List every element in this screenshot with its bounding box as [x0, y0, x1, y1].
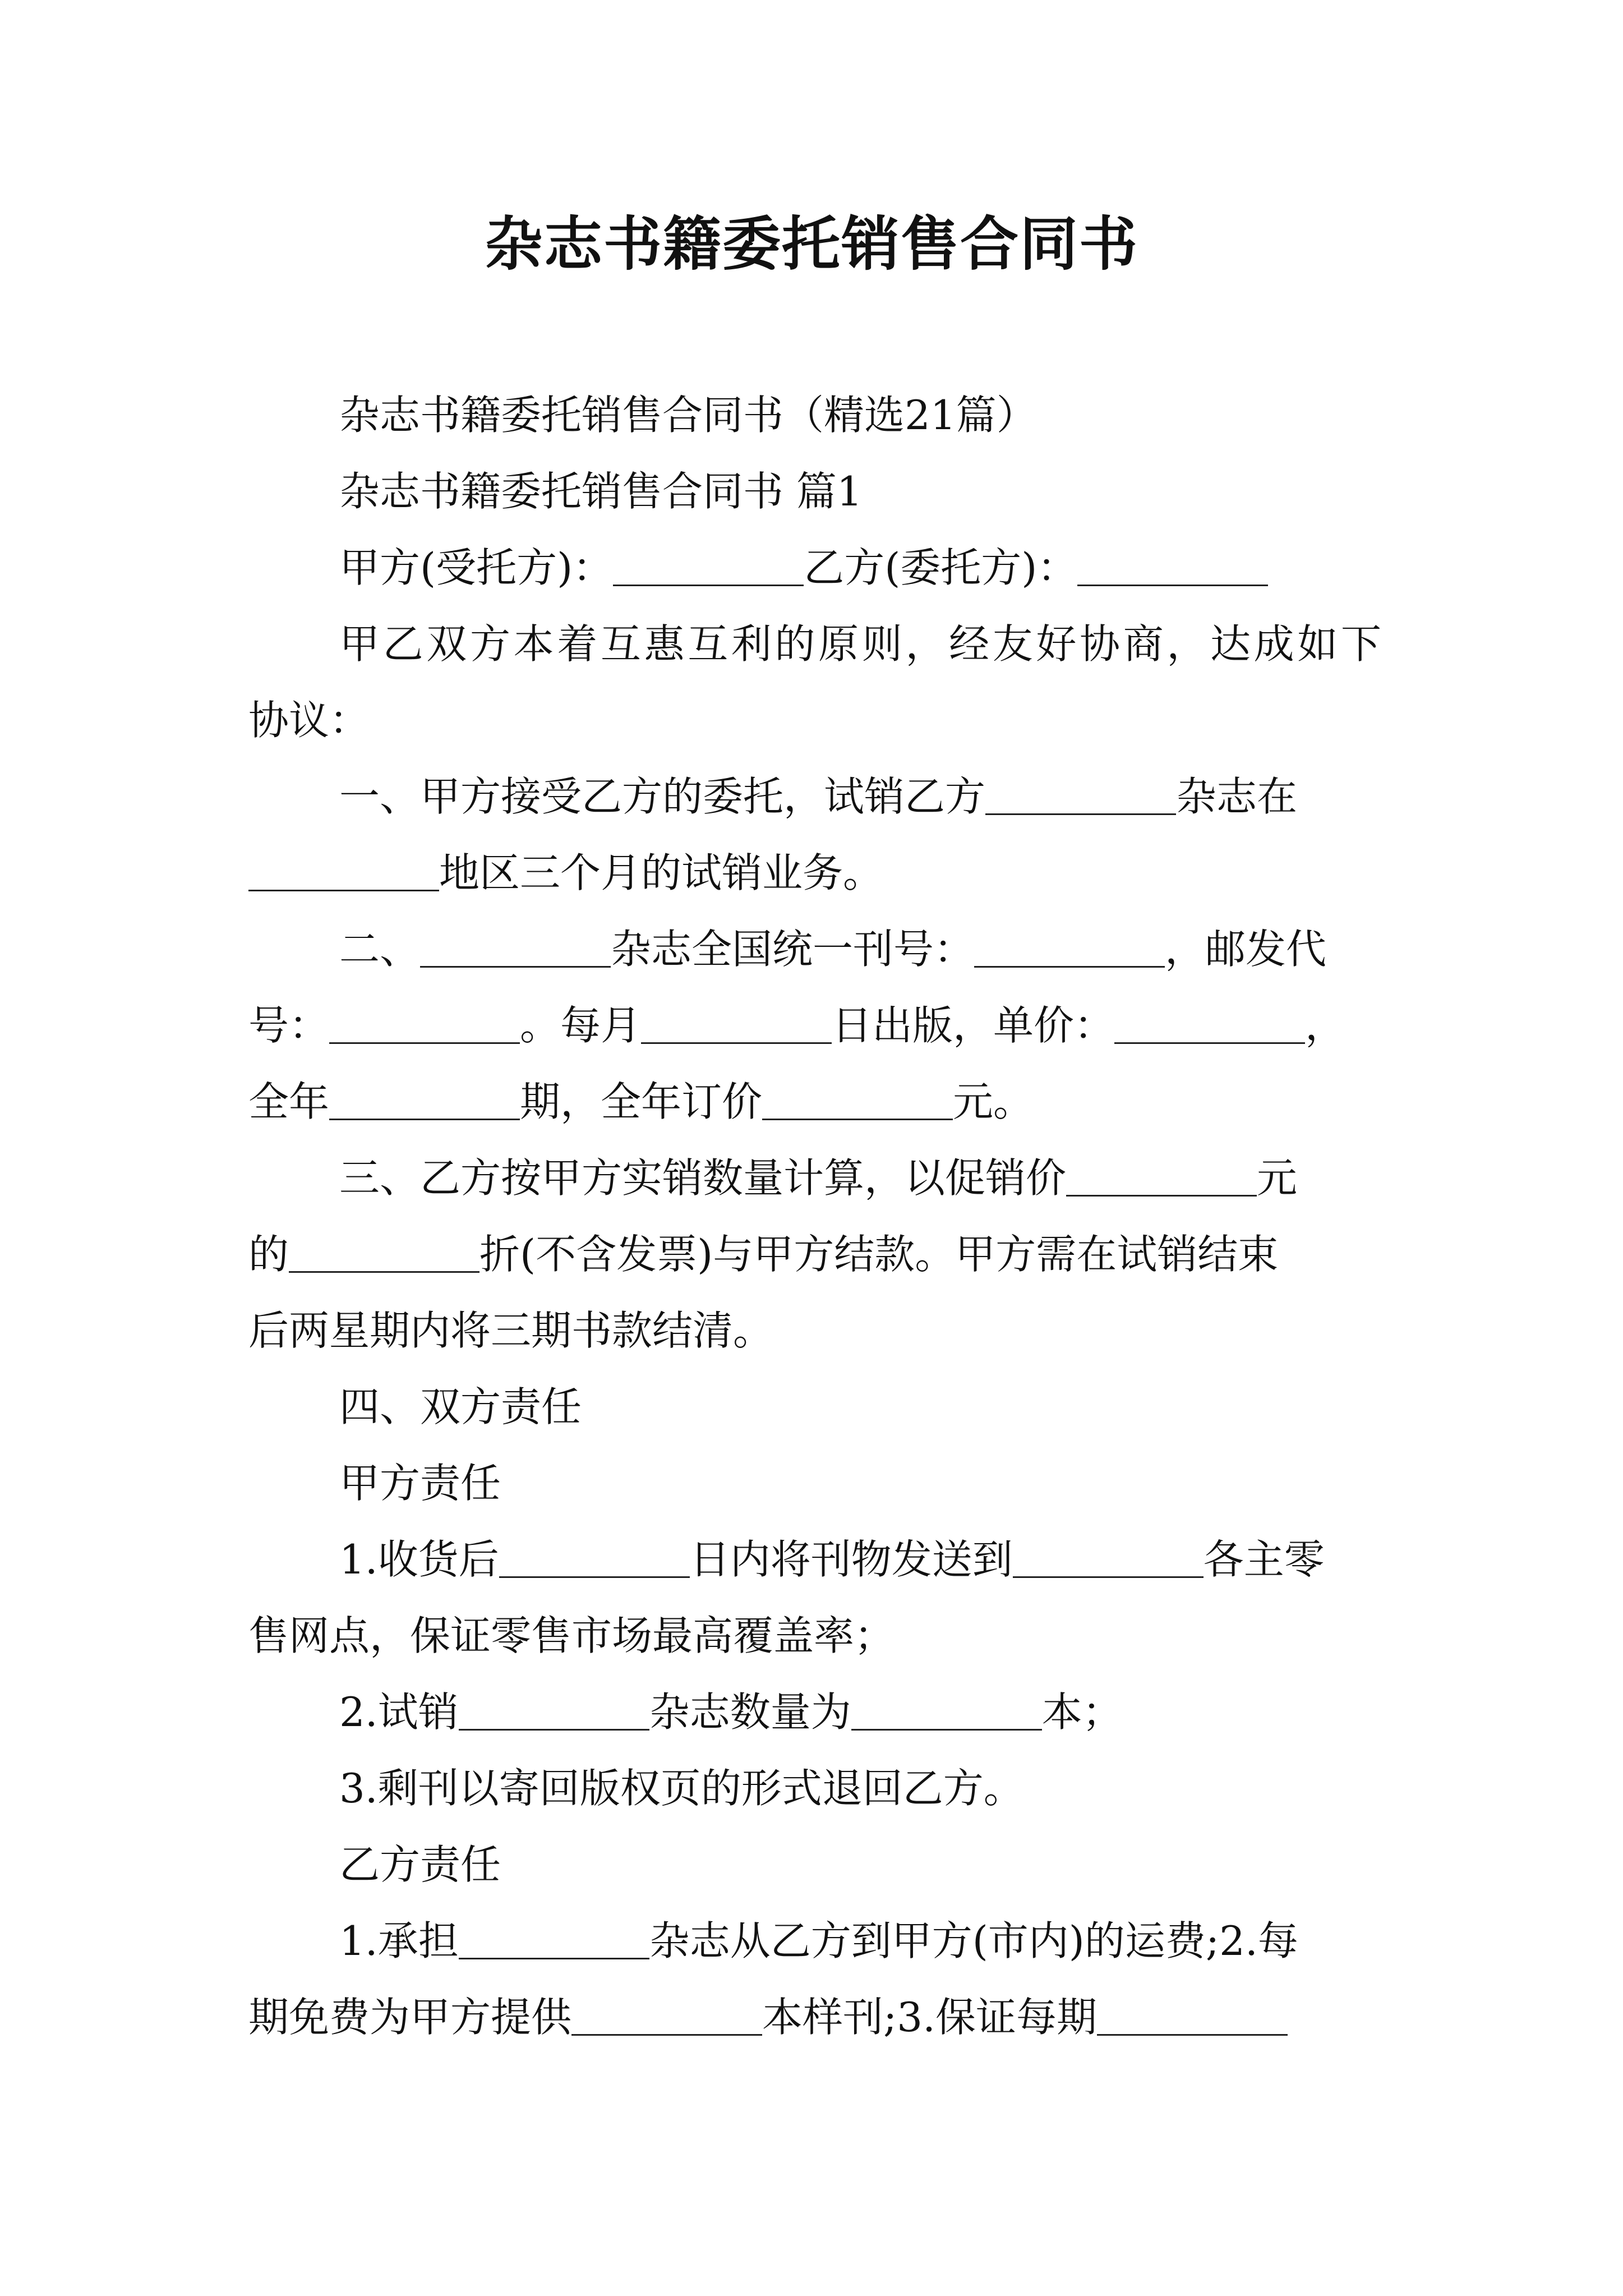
duty-text: 本样刊;3.保证每期 [762, 1994, 1097, 2041]
clause-2-line [248, 997, 1381, 1053]
magazine-name-blank [985, 774, 1176, 815]
clause-2-line [248, 1074, 1381, 1130]
freight-magazine-blank [459, 1918, 649, 1959]
days-blank [499, 1537, 690, 1578]
party-b-blank [1077, 545, 1268, 586]
party-a-label: 甲方(受托方)： [339, 544, 614, 591]
publish-day-blank [641, 1003, 832, 1044]
subtitle-line [248, 387, 1381, 443]
duty-line [248, 1913, 1381, 1969]
party-b-label: 乙方(委托方)： [804, 544, 1078, 591]
duty-text: 2.试销 [339, 1688, 459, 1736]
clause-heading-text: 四、双方责任 [339, 1383, 582, 1430]
duty-text: 日内将刊物发送到 [689, 1536, 1013, 1583]
section-heading-line [248, 463, 1381, 519]
clause-text: 号： [248, 1002, 330, 1049]
party-b-duty-heading [248, 1837, 1381, 1893]
party-a-blank [613, 545, 804, 586]
issn-blank [974, 927, 1165, 968]
heading-text: 甲方责任 [339, 1460, 501, 1507]
clause-text: 折(不含发票)与甲方结款。甲方需在试销结束 [479, 1231, 1279, 1278]
clause-3-line [248, 1303, 1381, 1359]
promo-price-blank [1066, 1156, 1257, 1197]
clause-text: 地区三个月的试销业务。 [439, 849, 884, 896]
clause-3-line [248, 1226, 1381, 1282]
issues-per-year-blank [329, 1079, 520, 1120]
duty-text: 各主零 [1203, 1536, 1325, 1583]
clause-2-line [248, 921, 1381, 977]
clause-text: ，邮发代 [1165, 926, 1327, 973]
unit-price-blank [1114, 1003, 1305, 1044]
duty-line [248, 1531, 1381, 1588]
duty-line [248, 1989, 1381, 2045]
document-title: 杂志书籍委托销售合同书 [484, 209, 1138, 278]
guarantee-blank [1097, 1995, 1288, 2036]
magazine-blank [420, 927, 611, 968]
duty-text: 1.承担 [339, 1917, 459, 1964]
duty-line [248, 1608, 1381, 1664]
section-heading-text: 杂志书籍委托销售合同书 篇1 [339, 468, 863, 515]
clause-1-line [248, 845, 1381, 901]
duty-line [248, 1760, 1381, 1816]
region-blank [248, 850, 439, 891]
duty-line [248, 1684, 1381, 1740]
clause-4-heading [248, 1379, 1381, 1435]
subtitle-text: 杂志书籍委托销售合同书（精选21篇） [339, 392, 1037, 439]
duty-text: 售网点，保证零售市场最高覆盖率； [248, 1612, 895, 1659]
clause-1-line [248, 769, 1381, 825]
clause-text: 。每月 [520, 1002, 642, 1049]
postal-code-blank [329, 1003, 520, 1044]
clause-text: 期，全年订价 [520, 1078, 763, 1125]
clause-text: 日出版，单价： [832, 1002, 1115, 1049]
clause-text: 元 [1257, 1154, 1298, 1202]
parties-line [248, 540, 1381, 596]
clause-text: 元。 [953, 1078, 1034, 1125]
trial-magazine-blank [459, 1690, 649, 1731]
party-a-duty-heading [248, 1455, 1381, 1511]
clause-text: 杂志在 [1176, 773, 1298, 820]
paragraph-text: 协议： [248, 697, 370, 744]
duty-text: 期免费为甲方提供 [248, 1994, 572, 2041]
clause-text: 一、甲方接受乙方的委托，试销乙方 [339, 773, 986, 820]
discount-blank [289, 1232, 479, 1273]
destination-blank [1013, 1537, 1204, 1578]
duty-text: 3.剩刊以寄回版权页的形式退回乙方。 [339, 1765, 1024, 1812]
duty-text: 1.收货后 [339, 1536, 499, 1583]
paragraph-text: 甲乙双方本着互惠互利的原则，经友好协商，达成如下 [339, 620, 1381, 668]
clause-text: 杂志全国统一刊号： [611, 926, 975, 973]
clause-text: 的 [248, 1231, 289, 1278]
duty-text: 杂志数量为 [649, 1688, 851, 1736]
annual-price-blank [762, 1079, 953, 1120]
duty-text: 杂志从乙方到甲方(市内)的运费;2.每 [649, 1917, 1298, 1964]
heading-text: 乙方责任 [339, 1841, 501, 1888]
duty-text: 本； [1041, 1688, 1123, 1736]
quantity-blank [851, 1690, 1042, 1731]
paragraph-line [248, 692, 1381, 748]
paragraph-line [248, 616, 1381, 672]
sample-count-blank [571, 1995, 762, 2036]
clause-text: ， [1305, 1002, 1346, 1049]
clause-text: 二、 [339, 926, 421, 973]
clause-text: 后两星期内将三期书款结清。 [248, 1307, 774, 1354]
clause-3-line [248, 1150, 1381, 1206]
clause-text: 全年 [248, 1078, 330, 1125]
clause-text: 三、乙方按甲方实销数量计算，以促销价 [339, 1154, 1067, 1202]
